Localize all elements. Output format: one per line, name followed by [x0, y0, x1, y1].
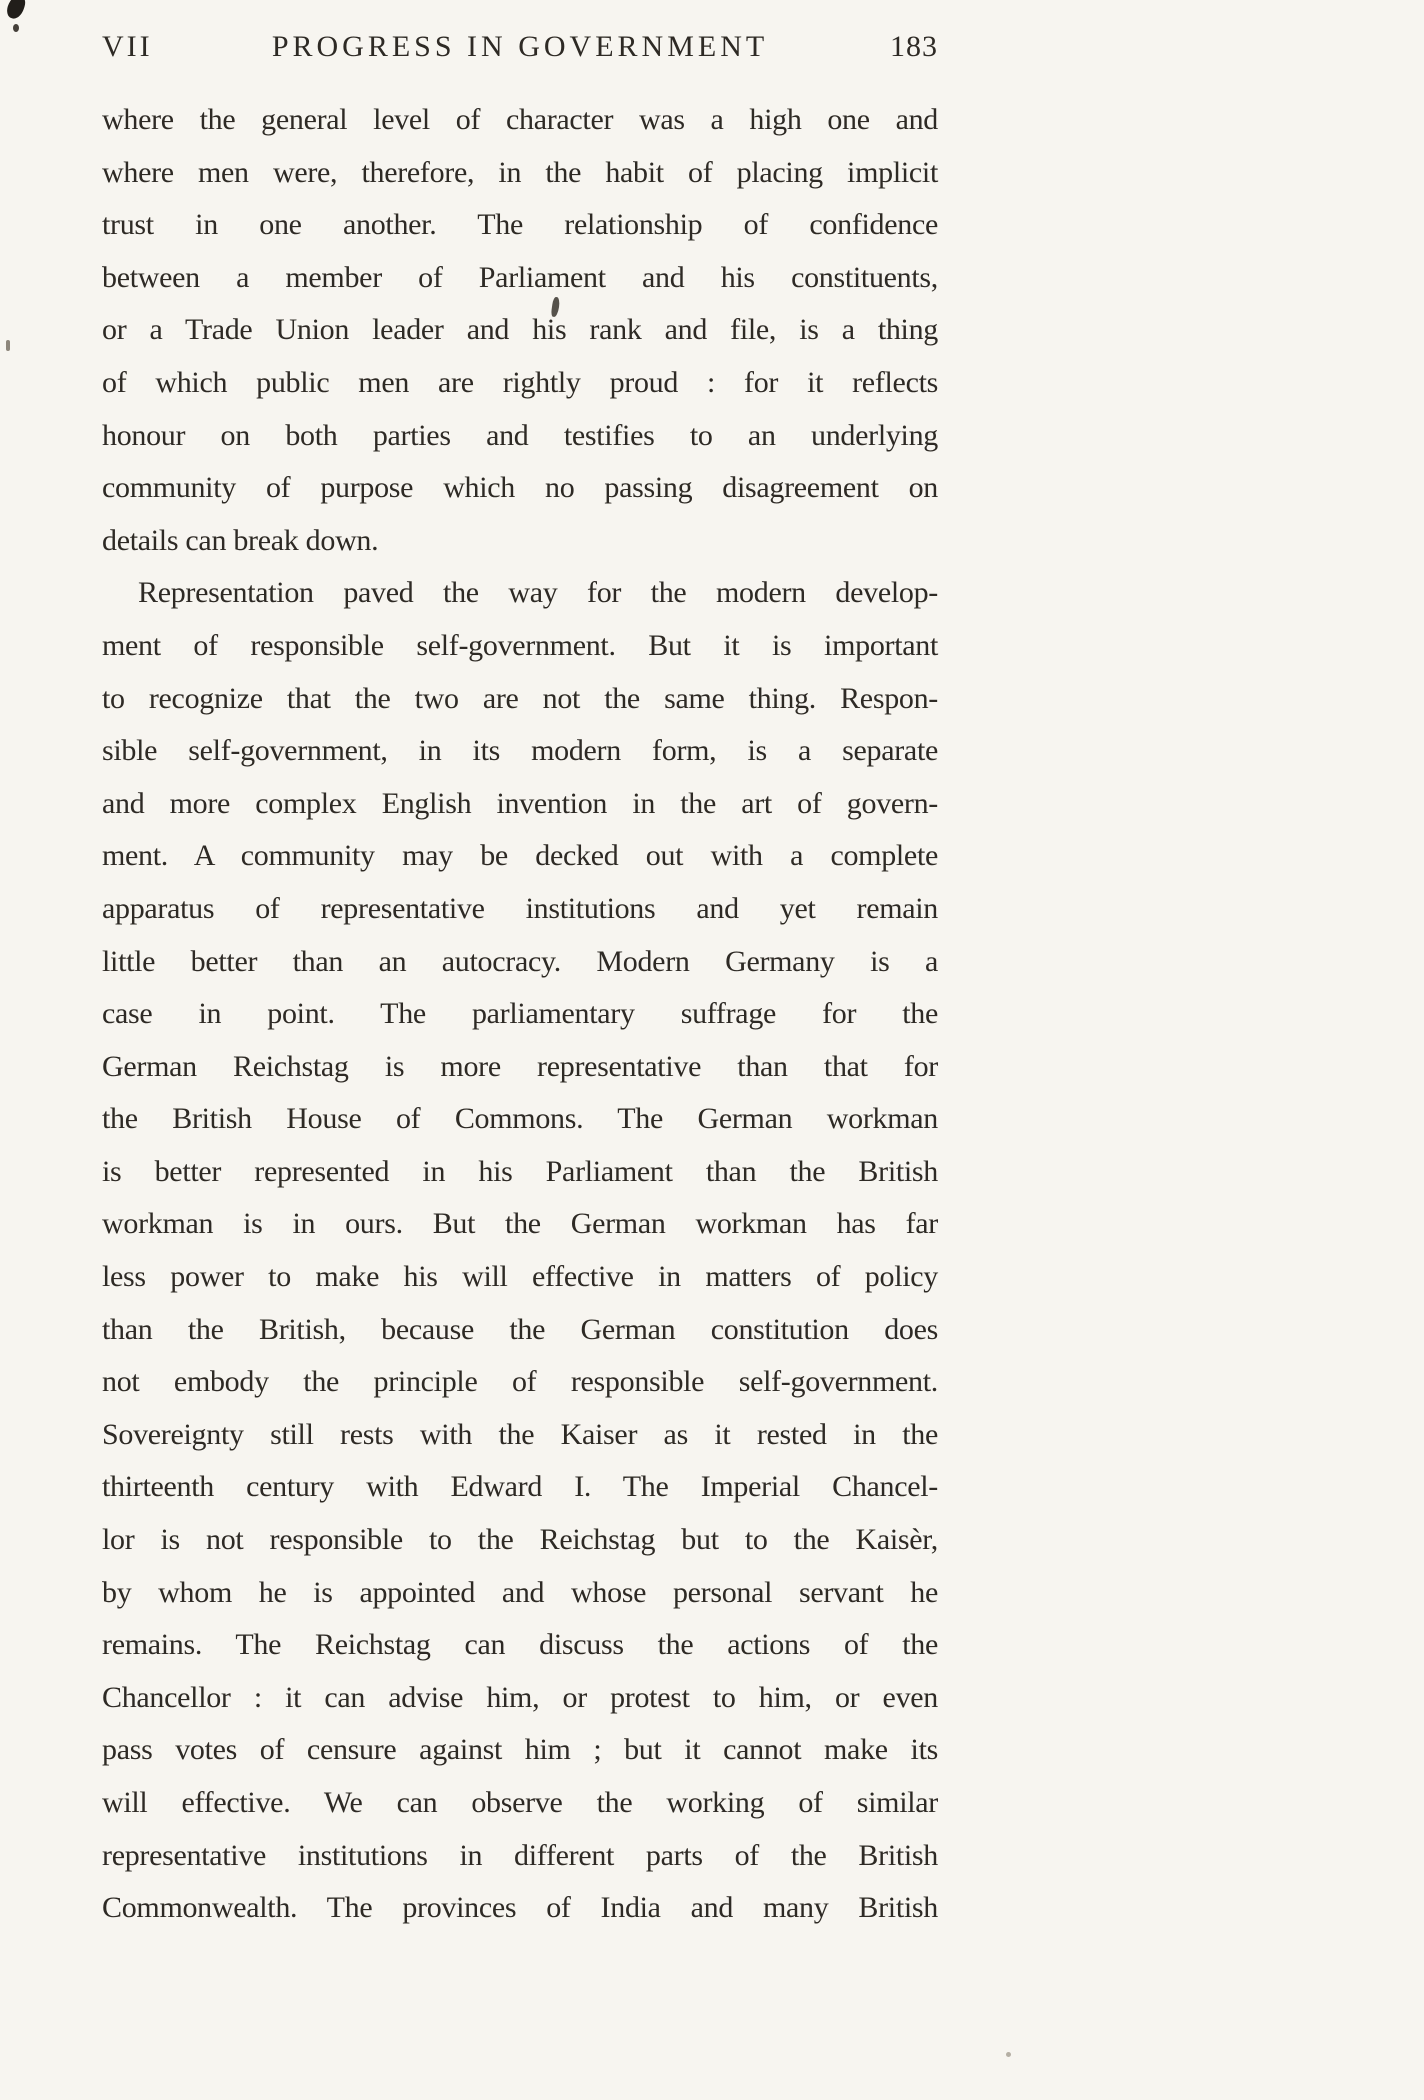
text-line: trust in one another. The relationship of confidence [102, 208, 938, 242]
text-line: German Reichstag is more representative than that for [102, 1049, 938, 1083]
text-line: Sovereignty still rests with the Kaiser as it rested in the [102, 1417, 938, 1451]
ink-stain [5, 0, 28, 21]
bottom-speck [1006, 2052, 1011, 2057]
text-line: Representation paved the way for the modern develop- [138, 576, 938, 610]
text-line: workman is in ours. But the German workman has far [102, 1207, 938, 1241]
text-line: representative institutions in different parts of the British [102, 1838, 938, 1872]
chapter-number: VII [102, 30, 153, 63]
text-line: or a Trade Union leader and his rank and file, is a thing [102, 313, 938, 347]
text-line: less power to make his will effective in matters of policy [102, 1260, 938, 1294]
text-line: and more complex English invention in the art of govern- [102, 786, 938, 820]
text-line: honour on both parties and testifies to an underlying [102, 418, 938, 452]
body-text [102, 94, 938, 1935]
text-line: Chancellor : it can advise him, or protest to him, or even [102, 1680, 938, 1714]
text-line: thirteenth century with Edward I. The Imperial Chancel- [102, 1470, 938, 1504]
running-header [102, 28, 938, 66]
page-number: 183 [890, 30, 938, 63]
margin-speck [6, 340, 10, 351]
paragraph [102, 94, 938, 567]
text-line: Commonwealth. The provinces of India and many British [102, 1891, 938, 1925]
text-line: by whom he is appointed and whose personal servant he [102, 1575, 938, 1609]
text-line: case in point. The parliamentary suffrage for the [102, 997, 938, 1031]
text-line: ment of responsible self-government. But it is important [102, 628, 938, 662]
text-line: details can break down. [102, 523, 379, 557]
ink-speck [13, 24, 19, 32]
text-line: where the general level of character was a high one and [102, 103, 938, 136]
text-line: sible self-government, in its modern form, is a separate [102, 734, 938, 768]
text-line: to recognize that the two are not the same thing. Respon- [102, 681, 938, 715]
text-line: the British House of Commons. The German workman [102, 1102, 938, 1136]
text-line: little better than an autocracy. Modern Germany is a [102, 944, 938, 978]
text-line: not embody the principle of responsible self-government. [102, 1365, 938, 1399]
text-line: will effective. We can observe the working of similar [102, 1786, 938, 1819]
text-line: lor is not responsible to the Reichstag but to the Kaisèr, [102, 1523, 938, 1557]
text-line: ment. A community may be decked out with a complete [102, 839, 938, 873]
text-line: between a member of Parliament and his constituents, [102, 260, 938, 294]
text-line: of which public men are rightly proud : for it reflects [102, 365, 938, 399]
running-title: PROGRESS IN GOVERNMENT [271, 30, 769, 63]
text-line: pass votes of censure against him ; but it cannot make its [102, 1733, 938, 1767]
text-line: remains. The Reichstag can discuss the actions of the [102, 1628, 938, 1662]
text-line: is better represented in his Parliament than the British [102, 1154, 938, 1188]
text-line: apparatus of representative institutions and yet remain [102, 891, 938, 925]
paragraph [102, 567, 938, 1934]
text-line: community of purpose which no passing disagreement on [102, 471, 938, 505]
text-line: than the British, because the German constitution does [102, 1312, 938, 1346]
text-line: where men were, therefore, in the habit of placing implicit [102, 155, 938, 189]
